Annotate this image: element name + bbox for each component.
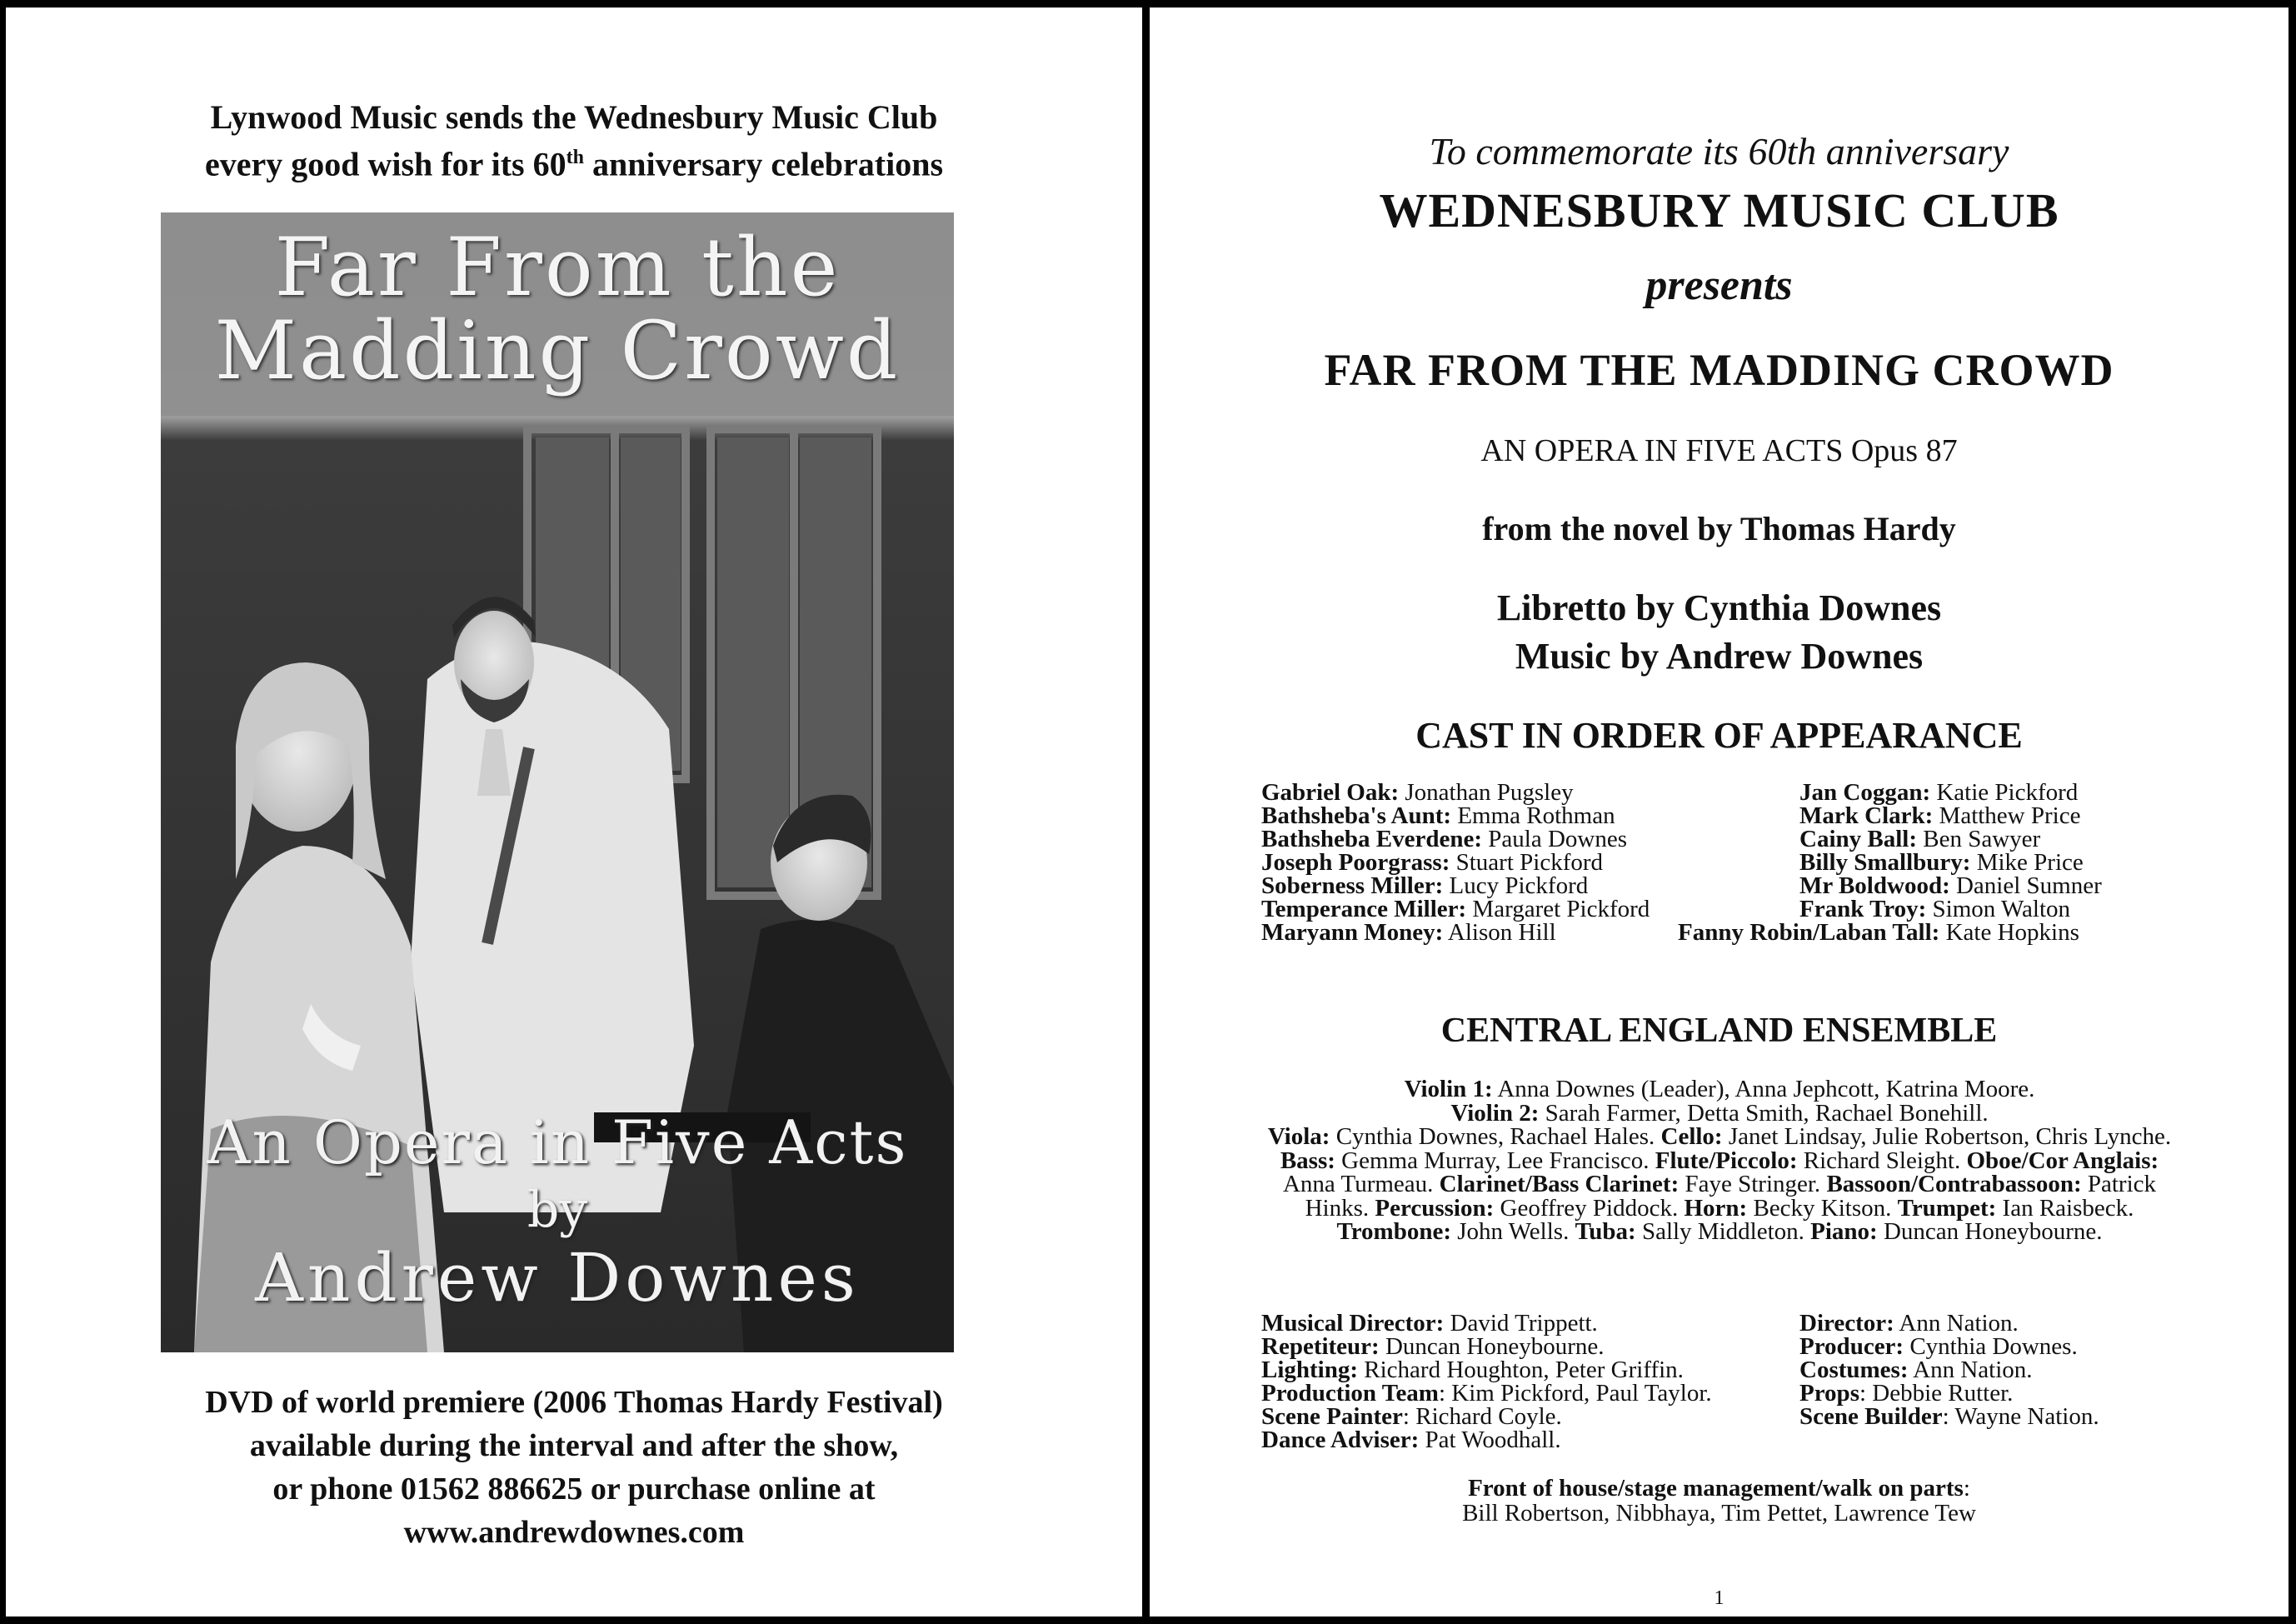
- dvd-poster: [161, 212, 954, 1352]
- cast-row: Maryann Money: Alison Hill: [1261, 919, 1556, 946]
- poster-composer: Andrew Downes: [255, 1239, 860, 1317]
- cast-row: Mark Clark: Matthew Price: [1799, 802, 2081, 829]
- credit-row: Dance Adviser: Pat Woodhall.: [1261, 1427, 1561, 1453]
- cast-row: Frank Troy: Simon Walton: [1799, 896, 2071, 922]
- cast-row: Joseph Poorgrass: Stuart Pickford: [1261, 849, 1604, 876]
- opera-subtitle: AN OPERA IN FIVE ACTS Opus 87: [1480, 433, 1958, 468]
- cast-row: Jan Coggan: Katie Pickford: [1799, 779, 2079, 806]
- foh-names: Bill Robertson, Nibbhaya, Tim Pettet, Lawrence Tew: [1462, 1500, 1976, 1527]
- left-header-line2: [6, 137, 1142, 184]
- credit-row: Director: Ann Nation.: [1799, 1310, 2019, 1337]
- credit-row: Props: Debbie Rutter.: [1799, 1380, 2014, 1407]
- intro-text: To commemorate its 60th anniversary: [1429, 130, 2009, 172]
- front-of-house-credits: [1150, 1476, 2289, 1526]
- footer-line1: DVD of world premiere (2006 Thomas Hardy Festival): [205, 1385, 943, 1420]
- opera-title: FAR FROM THE MADDING CROWD: [1324, 345, 2114, 395]
- cast-row: Bathsheba's Aunt: Emma Rothman: [1261, 802, 1615, 829]
- music-credit: Music by Andrew Downes: [1515, 636, 1924, 677]
- page-number: 1: [1714, 1587, 1724, 1609]
- page-divider: [1142, 0, 1150, 1624]
- poster-by: by: [527, 1181, 588, 1239]
- left-header: [6, 97, 1142, 184]
- credit-row: Musical Director: David Trippett.: [1261, 1310, 1598, 1337]
- libretto-credit: Libretto by Cynthia Downes: [1496, 587, 1942, 628]
- production-credits-left: [1261, 1312, 1712, 1452]
- production-credits-right: [1799, 1312, 2099, 1428]
- authors-credit: [1150, 584, 2289, 681]
- left-header-line1: Lynwood Music sends the Wednesbury Music Club: [210, 98, 938, 136]
- footer-line3: or phone 01562 886625 or purchase online at: [272, 1472, 876, 1507]
- poster-title: [161, 221, 954, 397]
- cast-list-right: [1799, 781, 2102, 921]
- left-page: [6, 7, 1142, 1617]
- credit-row: Production Team: Kim Pickford, Paul Taylor.: [1261, 1380, 1712, 1407]
- credit-row: Producer: Cynthia Downes.: [1799, 1333, 2078, 1360]
- cast-row: Bathsheba Everdene: Paula Downes: [1261, 826, 1628, 852]
- foh-heading-line: [1150, 1476, 2289, 1501]
- credit-row: Repetiteur: Duncan Honeybourne.: [1261, 1333, 1605, 1360]
- header-line2-post: anniversary celebrations: [583, 145, 944, 183]
- cast-row: Gabriel Oak: Jonathan Pugsley: [1261, 779, 1574, 806]
- cast-list-left: [1261, 781, 1650, 944]
- credit-row: Scene Builder: Wayne Nation.: [1799, 1403, 2099, 1430]
- credit-row: Lighting: Richard Houghton, Peter Griffin.: [1261, 1357, 1684, 1383]
- left-footer: [6, 1381, 1142, 1554]
- cast-heading: CAST IN ORDER OF APPEARANCE: [1415, 715, 2023, 756]
- cast-row: Temperance Miller: Margaret Pickford: [1261, 896, 1650, 922]
- foh-colon: :: [1963, 1475, 1970, 1502]
- foh-heading: Front of house/stage management/walk on parts: [1468, 1475, 1964, 1502]
- poster-title-line2: Madding Crowd: [214, 304, 901, 397]
- header-superscript: th: [566, 147, 584, 168]
- cast-row: Fanny Robin/Laban Tall: Kate Hopkins: [1678, 919, 2079, 946]
- credit-row: Costumes: Ann Nation.: [1799, 1357, 2033, 1383]
- header-line2-pre: every good wish for its 60: [204, 145, 567, 183]
- poster-title-line1: Far From the: [274, 221, 841, 314]
- credit-row: Scene Painter: Richard Coyle.: [1261, 1403, 1562, 1430]
- presents-text: presents: [1645, 262, 1793, 309]
- cast-row: Cainy Ball: Ben Sawyer: [1799, 826, 2041, 852]
- poster-subtitle: An Opera in Five Acts: [207, 1107, 908, 1177]
- cast-row: Billy Smallbury: Mike Price: [1799, 849, 2084, 876]
- ensemble-heading: CENTRAL ENGLAND ENSEMBLE: [1440, 1012, 1998, 1050]
- right-page: [1150, 7, 2289, 1617]
- cast-row: Soberness Miller: Lucy Pickford: [1261, 872, 1589, 899]
- ensemble-list: Violin 1: Anna Downes (Leader), Anna Jephcott, Katrina Moore. Violin 2: Sarah Farmer, Detta Smith, Rachael Bonehill. Viola: Cynthia Downes, Rachael Hales. Cello: Janet Lindsay, Julie Robertson, Chris Lynche. Bass: Gemma Murray, Lee Francisco. Flute/Piccolo: Richard Sleight. Oboe/Cor Anglais: Anna Turmeau. Clarinet/Bass Clarinet: Faye Stringer. Bassoon/Contrabassoon: Patrick Hinks. Percussion: Geoffrey Piddock. Horn: Becky Kitson. Trumpet: Ian Raisbeck. Trombone: John Wells. Tuba: Sally Middleton. Piano: Duncan Honeybourne.: [1267, 1076, 2172, 1245]
- club-name: WEDNESBURY MUSIC CLUB: [1379, 183, 2059, 237]
- footer-line2: available during the interval and after the show,: [249, 1428, 899, 1463]
- footer-website: www.andrewdownes.com: [403, 1515, 745, 1550]
- cast-row-last: [1678, 921, 2079, 944]
- novel-credit: from the novel by Thomas Hardy: [1482, 510, 1956, 547]
- cast-row: Mr Boldwood: Daniel Sumner: [1799, 872, 2102, 899]
